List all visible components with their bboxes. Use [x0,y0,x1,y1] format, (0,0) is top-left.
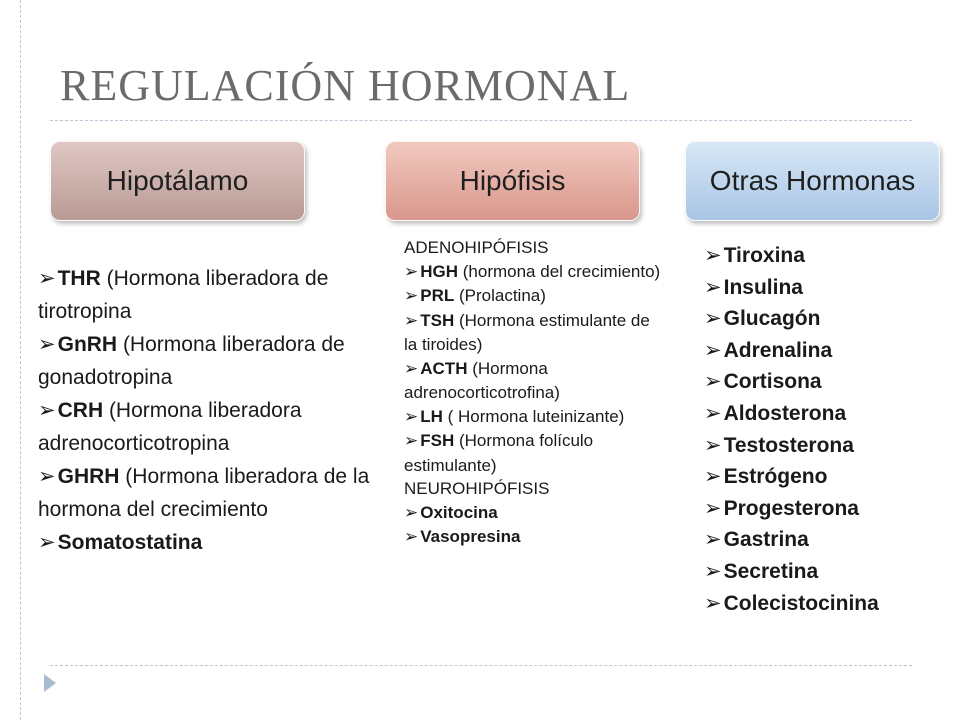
hormone-description: (Hormona folículo estimulante) [404,431,594,475]
bullet-arrow-icon: ➢ [704,337,722,362]
otras-hormonas-item [704,430,954,462]
left-dashed-guide [20,0,21,720]
adenohipofisis-item [404,405,664,430]
bullet-arrow-icon: ➢ [704,464,722,489]
hormone-abbr: TSH [420,310,455,330]
bullet-arrow-icon: ➢ [38,332,56,356]
otras-hormonas-item [704,398,954,430]
hipotalamo-item [38,328,388,394]
bullet-arrow-icon: ➢ [704,243,722,267]
hormone-abbr: Vasopresina [420,527,521,546]
bullet-arrow-icon: ➢ [704,306,722,331]
hormone-abbr: Oxitocina [420,502,498,522]
neurohipofisis-item [404,525,664,550]
page-title: REGULACIÓN HORMONAL [60,61,631,110]
hormone-description: (Hormona liberadora de gonadotropina [38,333,345,389]
hipofisis-list [404,236,664,550]
bullet-arrow-icon: ➢ [704,495,722,520]
hormone-name: Insulina [723,275,803,299]
hipotalamo-item [38,262,388,328]
hormone-abbr: Somatostatina [57,531,203,554]
hormone-description: (Hormona liberadora adrenocorticotropina [38,399,302,455]
hormone-description: (Hormona adrenocorticotrofina) [404,358,560,402]
hormone-name: Aldosterona [723,401,847,425]
hormone-abbr: HGH [420,261,459,281]
bullet-arrow-icon: ➢ [704,558,722,583]
bullet-arrow-icon: ➢ [38,464,56,488]
hormone-abbr: THR [57,267,101,290]
bullet-arrow-icon: ➢ [704,400,722,425]
hormone-name: Tiroxina [723,244,805,267]
hipotalamo-item [38,460,388,526]
hormone-abbr: PRL [420,286,455,305]
otras-hormonas-list [704,240,954,619]
hormone-name: Colecistocinina [723,591,879,615]
otras-hormonas-item [704,303,954,335]
adenohipofisis-label: ADENOHIPÓFISIS [404,238,549,257]
adenohipofisis-item [404,429,664,477]
bullet-arrow-icon: ➢ [404,261,419,282]
otras-hormonas-item [704,366,954,398]
slide-corner-arrow-icon [44,674,56,692]
bullet-arrow-icon: ➢ [404,502,419,523]
hormone-abbr: GHRH [57,465,120,488]
otras-hormonas-item [704,588,954,620]
neurohipofisis-item [404,501,664,526]
hormone-name: Testosterona [723,433,854,457]
adenohipofisis-item [404,309,664,357]
header-hipofisis: Hipófisis [385,141,640,221]
adenohipofisis-item [404,357,664,405]
hormone-name: Adrenalina [723,338,833,362]
hipotalamo-list [38,262,388,560]
hormone-abbr: LH [420,406,443,426]
bullet-arrow-icon: ➢ [404,358,419,379]
bullet-arrow-icon: ➢ [404,527,419,547]
hormone-abbr: FSH [420,431,455,450]
hormone-name: Cortisona [723,370,822,394]
otras-hormonas-item [704,240,954,272]
bullet-arrow-icon: ➢ [704,274,722,299]
otras-hormonas-item [704,556,954,588]
bullet-arrow-icon: ➢ [38,266,56,290]
hormone-description: (Hormona estimulante de la tiroides) [404,310,650,354]
hormone-abbr: ACTH [420,358,468,378]
bullet-arrow-icon: ➢ [38,530,56,554]
otras-hormonas-item [704,461,954,493]
bullet-arrow-icon: ➢ [704,432,722,457]
otras-hormonas-item [704,493,954,525]
adenohipofisis-item [404,260,664,285]
hipotalamo-item [38,394,388,460]
adenohipofisis-item [404,284,664,309]
bullet-arrow-icon: ➢ [704,590,722,615]
bullet-arrow-icon: ➢ [404,406,419,427]
hormone-name: Glucagón [723,307,821,331]
bullet-arrow-icon: ➢ [704,527,722,552]
bullet-arrow-icon: ➢ [38,398,56,422]
hipotalamo-item [38,526,388,560]
bullet-arrow-icon: ➢ [404,431,419,451]
hormone-description: (Prolactina) [454,286,546,305]
otras-hormonas-item [704,272,954,304]
hormone-name: Secretina [723,559,819,583]
hormone-description: ( Hormona luteinizante) [442,406,625,426]
title-divider [50,120,912,121]
hormone-description: (Hormona liberadora de tirotropina [38,267,329,323]
bottom-divider [50,665,912,666]
header-hipotalamo: Hipotálamo [50,141,305,221]
neurohipofisis-label: NEUROHIPÓFISIS [404,479,550,498]
bullet-arrow-icon: ➢ [404,310,419,331]
hormone-description: (Hormona liberadora de la hormona del crecimiento [38,465,370,521]
hormone-name: Progesterona [723,496,859,520]
hormone-abbr: GnRH [57,333,118,356]
header-otras-hormonas: Otras Hormonas [685,141,940,221]
otras-hormonas-item [704,524,954,556]
hormone-name: Gastrina [723,528,809,552]
otras-hormonas-item [704,335,954,367]
hormone-description: (hormona del crecimiento) [458,261,661,281]
hormone-name: Estrógeno [723,465,828,489]
bullet-arrow-icon: ➢ [704,369,722,394]
hormone-abbr: CRH [57,399,104,422]
bullet-arrow-icon: ➢ [404,286,419,306]
